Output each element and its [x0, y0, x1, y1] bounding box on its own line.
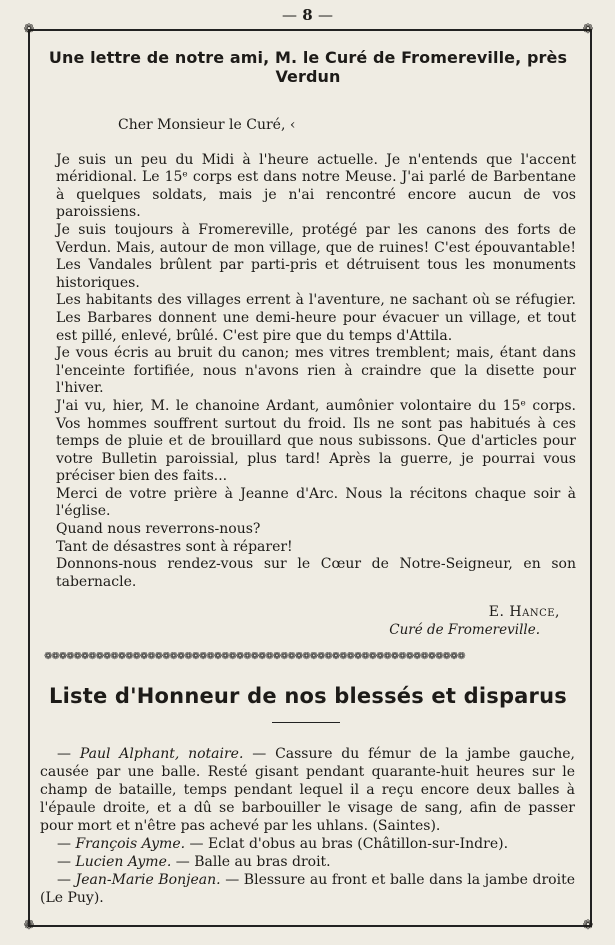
top-border-rule	[28, 29, 592, 31]
entry-name: Paul Alphant, notaire.	[79, 746, 244, 762]
entry-text: — Eclat d'obus au bras (Châtillon-sur-Indre).	[189, 836, 509, 852]
letter-paragraph: Merci de votre prière à Jeanne d'Arc. Nous la récitons chaque soir à l'église.	[56, 485, 576, 520]
signature-name-text: E. Hance,	[488, 604, 560, 620]
list-item	[40, 871, 575, 907]
entry-name: François Ayme.	[75, 836, 186, 852]
ornamental-divider: ❁❁❁❁❁❁❁❁❁❁❁❁❁❁❁❁❁❁❁❁❁❁❁❁❁❁❁❁❁❁❁❁❁❁❁❁❁❁❁❁❁❁❁❁❁❁❁❁❁❁❁❁❁❁❁❁❁	[44, 652, 465, 662]
entry-dash: —	[57, 746, 71, 762]
letter-signature-title: Curé de Fromereville.	[389, 622, 540, 638]
letter-salutation: Cher Monsieur le Curé, ‹	[118, 117, 296, 133]
entry-dash: —	[57, 836, 71, 852]
letter-paragraph: Je vous écris au bruit du canon; mes vitres tremblent; mais, étant dans l'enceinte fortifiée, nous n'avons rien à craindre que la disette pour l'hiver.	[56, 345, 576, 397]
honor-list-title-underline	[272, 722, 340, 723]
letter-paragraph: Les habitants des villages errent à l'aventure, ne sachant où se réfugier. Les Barbares donnent une demi-heure pour évacuer un village, et tout est pillé, enlevé, brûlé. C'est pire que du temps d'Attila.	[56, 292, 576, 344]
corner-ornament-bottom-left: ❁	[23, 918, 35, 933]
entry-text: — Blessure au front et balle dans la jambe droite (Le Puy).	[40, 872, 575, 906]
entry-dash: —	[57, 854, 71, 870]
list-item	[40, 853, 575, 871]
letter-signature-name	[360, 604, 560, 620]
corner-ornament-top-right: ❁	[582, 22, 594, 37]
letter-paragraph: Donnons-nous rendez-vous sur le Cœur de Notre-Seigneur, en son tabernacle.	[56, 556, 576, 590]
entry-dash: —	[57, 872, 71, 888]
entry-name: Lucien Ayme.	[75, 854, 172, 870]
honor-list-title: Liste d'Honneur de nos blessés et disparus	[49, 684, 567, 708]
letter-paragraph: Je suis toujours à Fromereville, protégé par les canons des forts de Verdun. Mais, autour de mon village, que de ruines! C'est épouvantable! Les Vandales brûlent par parti-pris et détruisent tous les monuments historiques.	[56, 221, 576, 291]
page-number-dash-left: —	[282, 6, 298, 24]
letter-paragraph: Quand nous reverrons-nous?	[56, 521, 261, 538]
letter-paragraph: Tant de désastres sont à réparer!	[56, 538, 293, 555]
entry-text: — Balle au bras droit.	[175, 854, 331, 870]
list-item	[40, 835, 575, 853]
letter-title: Une lettre de notre ami, M. le Curé de Fromereville, près Verdun	[48, 48, 568, 86]
corner-ornament-bottom-right: ❁	[582, 918, 594, 933]
honor-list	[40, 745, 575, 907]
letter-body	[56, 117, 576, 591]
page-number-dash-right: —	[317, 6, 333, 24]
corner-ornament-top-left: ❁	[23, 22, 35, 37]
list-item	[40, 745, 575, 835]
bottom-border-rule	[28, 925, 592, 927]
entry-name: Jean-Marie Bonjean.	[75, 872, 221, 888]
letter-paragraph: Je suis un peu du Midi à l'heure actuelle. Je n'entends que l'accent méridional. Le 15ᵉ corps est dans notre Meuse. J'ai parlé de Barbentane à quelques soldats, mais je n'ai rencontré encore aucun de vos paroissiens.	[56, 151, 576, 221]
page-number	[0, 6, 615, 24]
page-number-value: 8	[302, 6, 313, 24]
entry-text: — Cassure du fémur de la jambe gauche, causée par une balle. Resté gisant pendant quarante-huit heures sur le champ de bataille, temps pendant lequel il a reçu encore deux balles à l'épaule droite, et a dû se barbouiller le visage de sang, afin de passer pour mort et n'être pas achevé par les uhlans. (Saintes).	[40, 746, 576, 834]
letter-paragraph: J'ai vu, hier, M. le chanoine Ardant, aumônier volontaire du 15ᵉ corps. Vos hommes souffrent surtout du froid. Ils ne sont pas habitués à ces temps de pluie et de brouillard que nous subissons. Que d'articles pour votre Bulletin paroissial, plus tard! Après la guerre, je pourrai vous préciser bien des faits...	[56, 397, 576, 485]
